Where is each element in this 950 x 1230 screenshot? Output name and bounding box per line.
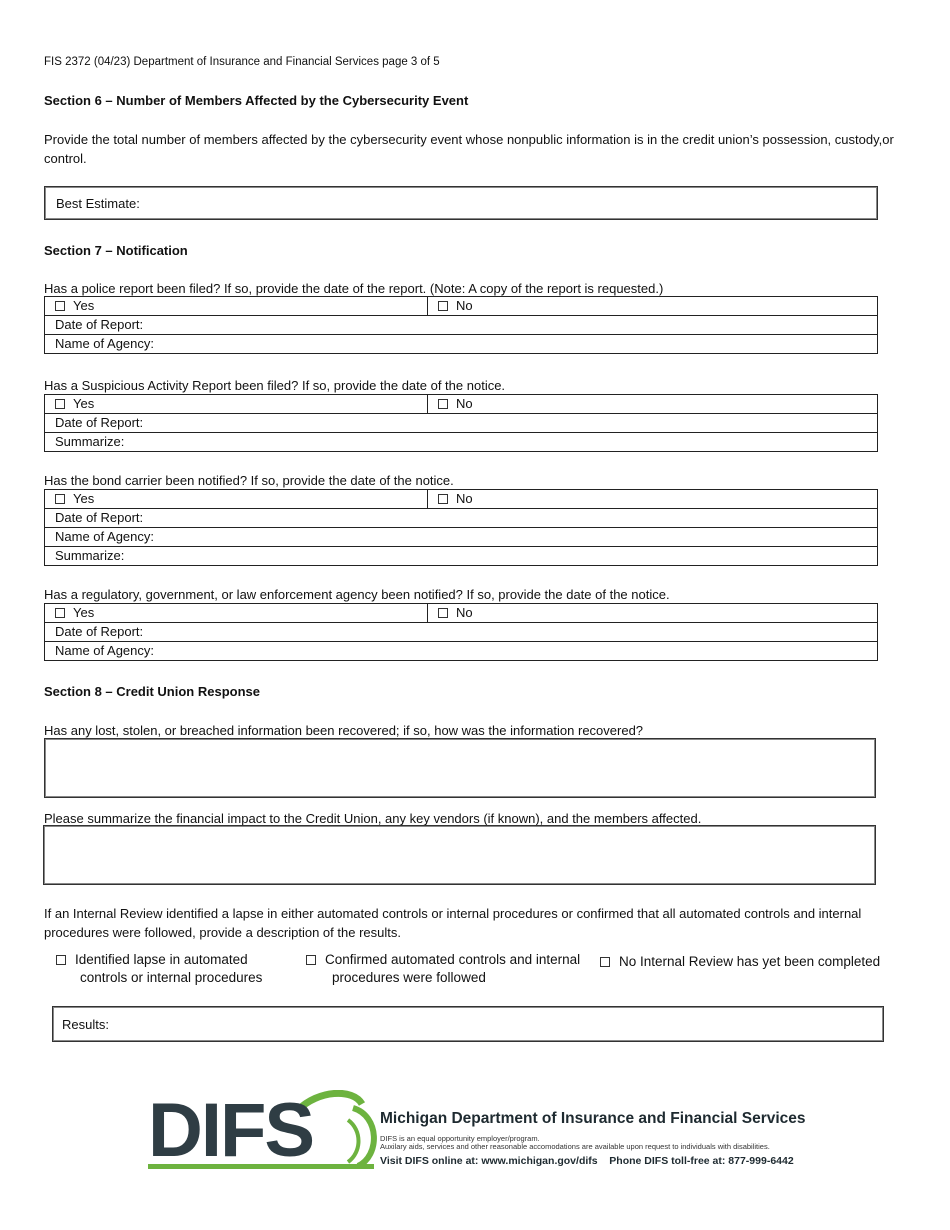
section-7-title: Section 7 – Notification [44, 243, 188, 258]
checkbox-icon[interactable] [55, 399, 65, 409]
police-report-no[interactable]: No [428, 297, 878, 316]
bond-carrier-question: Has the bond carrier been notified? If so, provide the date of the notice. [44, 473, 454, 488]
checkbox-icon[interactable] [438, 301, 448, 311]
bond-carrier-table [44, 489, 878, 566]
logo-wordmark: DIFS [148, 1088, 314, 1173]
logo-leaf-icon [353, 1108, 374, 1166]
police-report-table [44, 296, 878, 354]
checkbox-icon[interactable] [55, 301, 65, 311]
contact-line: Visit DIFS online at: www.michigan.gov/difs Phone DIFS toll-free at: 877-999-6442 [380, 1155, 794, 1167]
sar-summarize-field[interactable]: Summarize: [45, 433, 878, 452]
police-report-question: Has a police report been filed? If so, provide the date of the report. (Note: A copy of the report is requested.) [44, 281, 664, 296]
recovered-answer-box[interactable] [44, 738, 876, 798]
police-report-date-field[interactable]: Date of Report: [45, 316, 878, 335]
checkbox-icon[interactable] [55, 494, 65, 504]
checkbox-icon[interactable] [306, 955, 316, 965]
section-6-title: Section 6 – Number of Members Affected by the Cybersecurity Event [44, 93, 469, 108]
checkbox-icon[interactable] [56, 955, 66, 965]
bond-carrier-yes[interactable]: Yes [45, 490, 428, 509]
agency-notified-question: Has a regulatory, government, or law enforcement agency been notified? If so, provide the date of the notice. [44, 587, 670, 602]
checkbox-icon[interactable] [438, 608, 448, 618]
checkbox-icon[interactable] [600, 957, 610, 967]
dept-name: Michigan Department of Insurance and Financial Services [380, 1110, 806, 1127]
agency-notified-table [44, 603, 878, 661]
sar-question: Has a Suspicious Activity Report been filed? If so, provide the date of the notice. [44, 378, 506, 393]
financial-impact-question: Please summarize the financial impact to the Credit Union, any key vendors (if known), and the members affected. [44, 811, 702, 826]
form-header: FIS 2372 (04/23) Department of Insurance and Financial Services page 3 of 5 [44, 56, 440, 68]
agency-notified-date-field[interactable]: Date of Report: [45, 623, 878, 642]
section-6-instruction: Provide the total number of members affected by the cybersecurity event whose nonpublic information is in the credit union’s possession, custody,or control. [44, 132, 894, 166]
checkbox-icon[interactable] [438, 399, 448, 409]
eeo-statement: DIFS is an equal opportunity employer/program. [380, 1134, 540, 1143]
logo-leaf-inner-icon [348, 1120, 359, 1162]
results-label: Results: [62, 1017, 109, 1032]
bond-carrier-date-field[interactable]: Date of Report: [45, 509, 878, 528]
difs-logo [148, 1090, 380, 1172]
internal-review-question: If an Internal Review identified a lapse in either automated controls or internal procedures or confirmed that all automated controls and internal procedures were followed, provide a description of the results. [44, 906, 862, 940]
results-field[interactable] [52, 1006, 884, 1042]
bond-carrier-summarize-field[interactable]: Summarize: [45, 547, 878, 566]
section-8-title: Section 8 – Credit Union Response [44, 684, 260, 699]
sar-yes[interactable]: Yes [45, 395, 428, 414]
police-report-yes[interactable]: Yes [45, 297, 428, 316]
checkbox-icon[interactable] [438, 494, 448, 504]
sar-table [44, 394, 878, 452]
recovered-question: Has any lost, stolen, or breached information been recovered; if so, how was the information recovered? [44, 723, 644, 738]
best-estimate-label: Best Estimate: [56, 196, 140, 211]
bond-carrier-no[interactable]: No [428, 490, 878, 509]
checkbox-icon[interactable] [55, 608, 65, 618]
sar-no[interactable]: No [428, 395, 878, 414]
police-report-agency-field[interactable]: Name of Agency: [45, 335, 878, 354]
option-confirmed-controls[interactable]: Confirmed automated controls and internal procedures were followed [306, 951, 580, 987]
best-estimate-field[interactable] [44, 186, 878, 220]
agency-notified-agency-field[interactable]: Name of Agency: [45, 642, 878, 661]
financial-impact-answer-box[interactable] [43, 825, 876, 885]
option-no-internal-review[interactable]: No Internal Review has yet been completed [600, 953, 880, 971]
option-identified-lapse[interactable]: Identified lapse in automated controls or internal procedures [56, 951, 262, 987]
agency-notified-yes[interactable]: Yes [45, 604, 428, 623]
accommodation-statement: Auxilary aids, services and other reasonable accomodations are available upon request to individuals with disabilities. [380, 1142, 770, 1151]
bond-carrier-agency-field[interactable]: Name of Agency: [45, 528, 878, 547]
sar-date-field[interactable]: Date of Report: [45, 414, 878, 433]
agency-notified-no[interactable]: No [428, 604, 878, 623]
